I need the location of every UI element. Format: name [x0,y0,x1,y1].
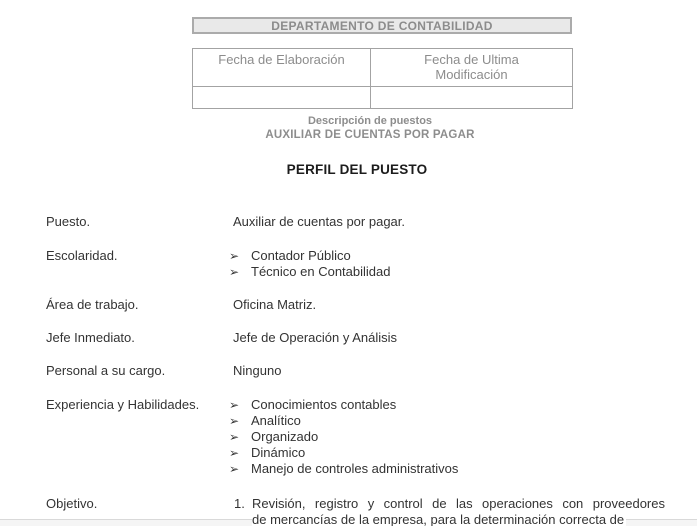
elaboration-date-header: Fecha de Elaboración [218,52,345,67]
escolaridad-bullet-list [229,248,390,280]
bullet-text: Conocimientos contables [251,397,397,412]
arrow-bullet-icon: ➢ [229,398,240,412]
bullet-text: Organizado [251,429,319,444]
field-row-objetivo [0,496,697,526]
arrow-bullet-icon: ➢ [229,430,240,444]
field-label-puesto: Puesto. [46,214,91,229]
field-label-personal: Personal a su cargo. [46,363,166,378]
field-label-escolaridad: Escolaridad. [46,248,118,263]
arrow-bullet-icon: ➢ [229,414,240,428]
department-header-text: DEPARTAMENTO DE CONTABILIDAD [271,18,493,33]
field-value-personal: Ninguno [233,363,282,378]
bullet-text: Técnico en Contabilidad [251,264,391,279]
bullet-text: Manejo de controles administrativos [251,461,459,476]
bullet-text: Analítico [251,413,301,428]
field-row-personal-a-cargo [0,363,697,379]
doc-subtitle: Descripción de puestos [307,115,433,127]
list-item [229,248,390,264]
objetivo-text-line-2: de mercancías de la empresa, para la determinación correcta de [252,512,625,526]
date-table [192,48,573,109]
field-row-escolaridad [0,248,697,279]
section-title: PERFIL DEL PUESTO [286,162,428,177]
field-value-jefe: Jefe de Operación y Análisis [233,330,398,345]
list-item [229,264,390,280]
objetivo-item-number: 1. [234,496,245,511]
doc-position-title: AUXILIAR DE CUENTAS POR PAGAR [265,129,475,141]
arrow-bullet-icon: ➢ [229,249,240,263]
experiencia-bullet-list [229,397,458,477]
field-value-area: Oficina Matriz. [233,297,317,312]
bullet-text: Contador Público [251,248,351,263]
field-row-experiencia [0,397,697,476]
modification-date-header: Fecha de Ultima Modificación [424,52,519,82]
field-row-jefe-inmediato [0,330,697,346]
arrow-bullet-icon: ➢ [229,462,240,476]
modification-date-header-cell [371,49,573,87]
arrow-bullet-icon: ➢ [229,446,240,460]
elaboration-date-header-cell [193,49,371,87]
field-row-puesto [0,214,697,230]
list-item [229,413,458,429]
field-label-experiencia: Experiencia y Habilidades. [46,397,200,412]
field-row-area-de-trabajo [0,297,697,313]
list-item [229,429,458,445]
department-header-bar [192,17,572,34]
field-value-puesto: Auxiliar de cuentas por pagar. [233,214,405,229]
objetivo-text-line-1: Revisión, registro y control de las operaciones con proveedores [252,496,665,511]
field-label-objetivo: Objetivo. [46,496,98,511]
bullet-text: Dinámico [251,445,306,460]
elaboration-date-value-cell [193,87,371,109]
arrow-bullet-icon: ➢ [229,265,240,279]
field-label-jefe: Jefe Inmediato. [46,330,135,345]
list-item [229,461,458,477]
field-label-area: Área de trabajo. [46,297,139,312]
list-item [229,397,458,413]
modification-date-value-cell [371,87,573,109]
list-item [229,445,458,461]
